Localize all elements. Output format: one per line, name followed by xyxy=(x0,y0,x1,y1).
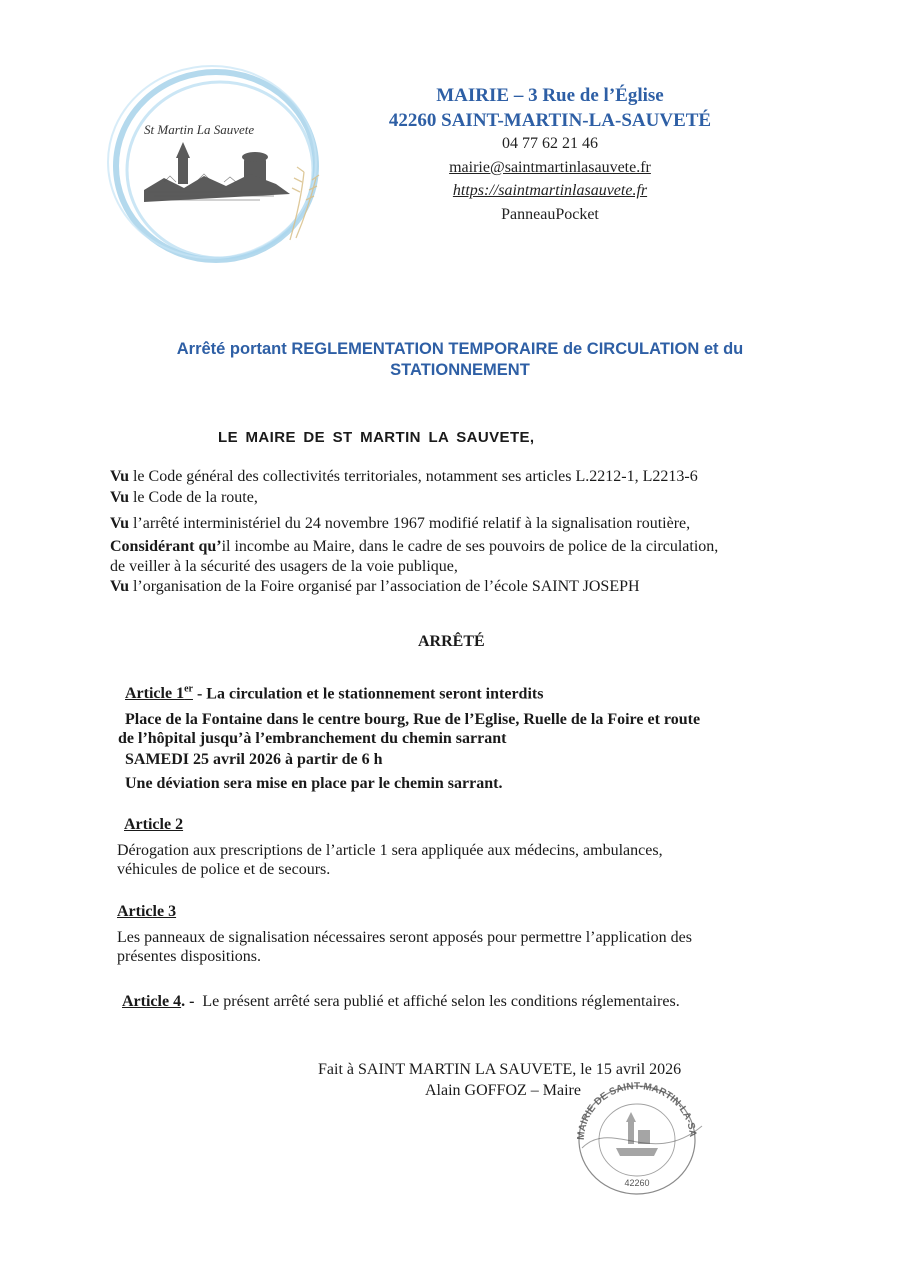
article-1-text: - La circulation et le stationnement seront interdits xyxy=(192,685,544,703)
consideration-4 xyxy=(110,538,718,556)
article-1-line-3: de l’hôpital jusqu’à l’embranchement du chemin sarrant xyxy=(118,730,507,747)
article-1-label xyxy=(125,685,193,702)
stamp-text: MAIRIE DE SAINT-MARTIN-LA-SA xyxy=(575,1081,698,1141)
stamp-code: 42260 xyxy=(624,1178,650,1188)
article-2-line-2: véhicules de police et de secours. xyxy=(117,861,331,878)
consideration-lead: Vu xyxy=(110,515,129,532)
article-4-suffix: . - xyxy=(181,993,195,1010)
article-4-text: Le présent arrêté sera publié et affiché selon les conditions réglementaires. xyxy=(202,993,680,1010)
consideration-2 xyxy=(110,489,258,507)
phone-number: 04 77 62 21 46 xyxy=(502,135,598,152)
article-4-label: Article 4 xyxy=(122,993,182,1010)
consideration-text: il incombe au Maire, dans le cadre de ses pouvoirs de police de la circulation, xyxy=(221,538,719,555)
consideration-1 xyxy=(110,468,698,486)
signature-place-date: Fait à SAINT MARTIN LA SAUVETE, le 15 avril 2026 xyxy=(318,1061,682,1078)
consideration-text: le Code général des collectivités territoriales, notamment ses articles L.2212-1, L2213-6 xyxy=(128,468,698,485)
article-1-sup: er xyxy=(184,684,193,695)
maire-heading: LE MAIRE DE ST MARTIN LA SAUVETE, xyxy=(218,429,535,446)
signature-name: Alain GOFFOZ – Maire xyxy=(425,1082,581,1099)
consideration-text: le Code de la route, xyxy=(128,489,258,506)
municipal-logo xyxy=(104,62,334,276)
consideration-text: l’arrêté interministériel du 24 novembre 1967 modifié relatif à la signalisation routière, xyxy=(128,515,691,532)
consideration-5 xyxy=(110,558,458,576)
article-1-line-5: Une déviation sera mise en place par le chemin sarrant. xyxy=(125,775,503,792)
consideration-lead: Vu xyxy=(110,468,129,485)
article-1-line-2: Place de la Fontaine dans le centre bourg, Rue de l’Eglise, Ruelle de la Foire et route xyxy=(125,711,701,728)
consideration-3 xyxy=(110,515,690,533)
stamp-graphic xyxy=(562,1078,712,1196)
article-1-line-1 xyxy=(125,684,543,703)
article-2-line-1: Dérogation aux prescriptions de l’article 1 sera appliquée aux médecins, ambulances, xyxy=(117,842,663,859)
consideration-6 xyxy=(110,578,640,596)
consideration-text: l’organisation de la Foire organisé par l’association de l’école SAINT JOSEPH xyxy=(128,578,640,595)
decree-title-line-2: STATIONNEMENT xyxy=(390,361,530,379)
address-line-1: MAIRIE – 3 Rue de l’Église xyxy=(436,85,664,106)
official-stamp xyxy=(562,1078,712,1196)
article-4-line xyxy=(122,993,680,1011)
consideration-lead: Vu xyxy=(110,489,129,506)
consideration-lead: Considérant qu’ xyxy=(110,538,222,555)
article-3-line-1: Les panneaux de signalisation nécessaires seront apposés pour permettre l’application des xyxy=(117,929,692,946)
article-3-line-2: présentes dispositions. xyxy=(117,948,261,965)
address-line-2: 42260 SAINT-MARTIN-LA-SAUVETÉ xyxy=(388,110,712,131)
article-1-label-text: Article 1 xyxy=(125,685,185,703)
email-link[interactable]: mairie@saintmartinlasauvete.fr xyxy=(449,159,651,176)
consideration-text: de veiller à la sécurité des usagers de la voie publique, xyxy=(110,558,458,575)
consideration-lead: Vu xyxy=(110,578,129,595)
article-3-label: Article 3 xyxy=(117,903,177,920)
website-link[interactable]: https://saintmartinlasauvete.fr xyxy=(452,182,648,199)
article-2-label: Article 2 xyxy=(124,816,184,833)
article-1-line-4: SAMEDI 25 avril 2026 à partir de 6 h xyxy=(125,751,383,768)
logo-graphic xyxy=(104,62,334,276)
arrete-heading: ARRÊTÉ xyxy=(418,633,485,650)
panneau-pocket: PanneauPocket xyxy=(501,206,599,223)
decree-title-line-1: Arrêté portant REGLEMENTATION TEMPORAIRE de CIRCULATION et du xyxy=(176,340,744,358)
logo-text: St Martin La Sauvete xyxy=(144,122,255,137)
